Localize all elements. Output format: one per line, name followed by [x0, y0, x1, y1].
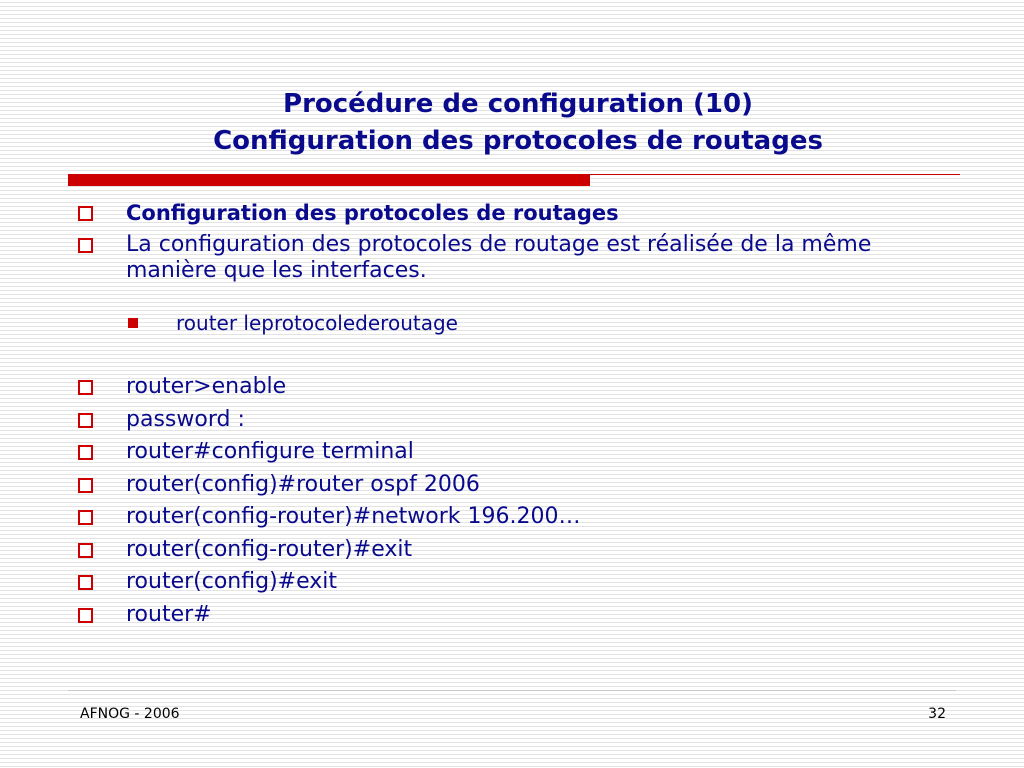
command-item: [76, 439, 956, 465]
hollow-square-bullet-icon: [78, 413, 93, 428]
hollow-square-bullet-icon: [78, 478, 93, 493]
sub-bullet-text: router leprotocolederoutage: [176, 311, 458, 335]
command-text: router#: [126, 601, 212, 627]
slide-content: [76, 196, 956, 628]
hollow-square-bullet-icon: [78, 380, 93, 395]
slide-title: [68, 86, 968, 160]
page-number: 32: [928, 706, 946, 722]
sub-bullet-item: [126, 310, 956, 336]
hollow-square-bullet-icon: [78, 608, 93, 623]
hollow-square-bullet-icon: [78, 543, 93, 558]
footer-divider: [68, 690, 956, 691]
hollow-square-bullet-icon: [78, 510, 93, 525]
command-item: [76, 407, 956, 433]
command-text: router>enable: [126, 374, 287, 399]
command-text: router#configure terminal: [126, 439, 414, 464]
command-item: [76, 504, 956, 530]
command-item: [76, 537, 956, 563]
command-text: router(config-router)#network 196.200…: [126, 504, 581, 529]
title-underline-line: [590, 174, 960, 175]
bullet-text: Configuration des protocoles de routages: [126, 201, 619, 225]
command-item: [76, 472, 956, 498]
title-underline-bar: [68, 174, 590, 186]
bullet-text: La configuration des protocoles de routage est réalisée de la même manière que les interfaces.: [126, 232, 872, 283]
hollow-square-bullet-icon: [78, 575, 93, 590]
bullet-item: [76, 232, 956, 284]
bullet-item: [76, 200, 956, 226]
slide-title-line-1: Procédure de configuration (10): [283, 89, 753, 119]
hollow-square-bullet-icon: [78, 206, 93, 221]
command-text: router(config-router)#exit: [126, 536, 413, 562]
command-text: password :: [126, 406, 245, 432]
hollow-square-bullet-icon: [78, 445, 93, 460]
footer-label: AFNOG - 2006: [80, 706, 180, 722]
slide-title-line-2: Configuration des protocoles de routages: [213, 126, 823, 156]
hollow-square-bullet-icon: [78, 238, 93, 253]
command-text: router(config)#exit: [126, 569, 337, 594]
command-item: [76, 569, 956, 595]
command-item: [76, 602, 956, 628]
command-list: [76, 374, 956, 628]
filled-square-bullet-icon: [128, 318, 138, 328]
command-item: [76, 374, 956, 400]
command-text: router(config)#router ospf 2006: [126, 471, 480, 497]
